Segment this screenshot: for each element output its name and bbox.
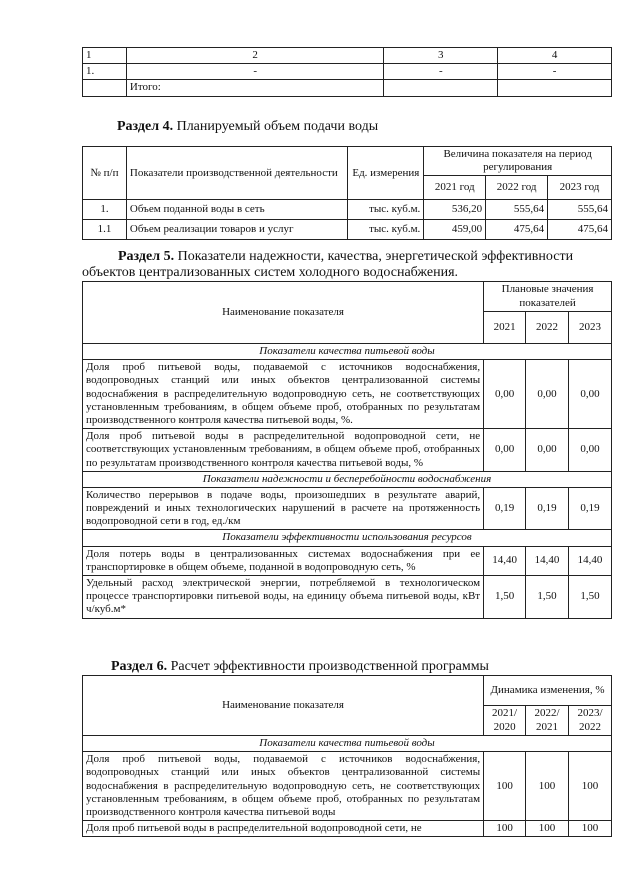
table-cell	[384, 80, 498, 96]
col-indicator-header: Показатели производственной деятельности	[126, 147, 347, 200]
table-row	[83, 576, 612, 619]
table-row	[83, 487, 612, 530]
section6-table	[82, 675, 612, 837]
row-name: Объем поданной воды в сеть	[126, 200, 347, 220]
col-value-header: Величина показателя на период регулирования	[424, 147, 612, 176]
period-header: 2023/ 2022	[569, 706, 612, 736]
indicator-value: 0,00	[484, 360, 526, 429]
row-value: 475,64	[486, 220, 548, 240]
indicator-text: Доля проб питьевой воды в распределительной водопроводной сети, не соответствующих установленным требованиям, в общем объеме проб, отобранных по результатам производственного контроля качества питьевой воды, %	[83, 429, 484, 472]
year-header: 2023 год	[548, 176, 612, 200]
section5-title: Показатели надежности, качества, энергетической эффективности объектов централизованных систем холодного водоснабжения.	[82, 249, 574, 280]
indicator-value: 100	[526, 752, 569, 821]
indicator-value: 100	[484, 821, 526, 837]
table-cell: 1.	[83, 64, 127, 80]
period-header: 2022/ 2021	[526, 706, 569, 736]
table-row	[83, 282, 612, 312]
col-num-header: № п/п	[83, 147, 127, 200]
row-value: 475,64	[548, 220, 612, 240]
col-plan-header: Плановые значения показателей	[484, 282, 612, 312]
indicator-text: Доля проб питьевой воды, подаваемой с источников водоснабжения, водопроводных станций или иных объектов централизованной системы водоснабжения в распределительную водопроводную сеть, не соответствующих установленным требованиям, в общем объеме проб, отобранных по результатам производственного контроля качества питьевой воды, %.	[83, 360, 484, 429]
section4-table	[82, 146, 612, 240]
indicator-value: 100	[484, 752, 526, 821]
year-header: 2022 год	[486, 176, 548, 200]
header-cell: 2	[126, 48, 384, 64]
indicator-value: 0,00	[569, 360, 612, 429]
indicator-value: 100	[569, 752, 612, 821]
group-header: Показатели качества питьевой воды	[83, 344, 612, 360]
table-row	[83, 220, 612, 240]
indicator-value: 1,50	[569, 576, 612, 619]
year-header: 2023	[569, 312, 612, 344]
row-value: 459,00	[424, 220, 486, 240]
row-value: 555,64	[548, 200, 612, 220]
table-row	[83, 48, 612, 64]
section4-label: Раздел 4.	[117, 119, 174, 134]
col-name-header: Наименование показателя	[83, 676, 484, 736]
group-header: Показатели эффективности использования ресурсов	[83, 530, 612, 546]
indicator-value: 0,19	[569, 487, 612, 530]
section6-label: Раздел 6.	[111, 659, 168, 674]
section5-table	[82, 281, 612, 619]
table-row	[83, 821, 612, 837]
group-header: Показатели надежности и бесперебойности водоснабжения	[83, 471, 612, 487]
header-cell: 1	[83, 48, 127, 64]
row-value: 555,64	[486, 200, 548, 220]
section6-heading	[111, 659, 489, 675]
section5-label: Раздел 5.	[118, 249, 175, 264]
table-row	[83, 360, 612, 429]
table-row	[83, 736, 612, 752]
table-row	[83, 429, 612, 472]
section4-title: Планируемый объем подачи воды	[176, 119, 379, 134]
indicator-text: Доля потерь воды в централизованных системах водоснабжения при ее транспортировке в общем объеме, поданной в водопроводную сеть, %	[83, 546, 484, 575]
table-cell: -	[126, 64, 384, 80]
row-num: 1.1	[83, 220, 127, 240]
indicator-value: 100	[569, 821, 612, 837]
indicator-value: 14,40	[569, 546, 612, 575]
row-name: Объем реализации товаров и услуг	[126, 220, 347, 240]
indicator-value: 100	[526, 821, 569, 837]
indicator-text: Удельный расход электрической энергии, потребляемой в технологическом процессе транспортировки питьевой воды, на единицу объема питьевой воды, кВт ч/куб.м*	[83, 576, 484, 619]
row-value: 536,20	[424, 200, 486, 220]
indicator-value: 0,00	[526, 360, 569, 429]
table-row	[83, 64, 612, 80]
col-name-header: Наименование показателя	[83, 282, 484, 344]
row-unit: тыс. куб.м.	[348, 200, 424, 220]
table-row	[83, 752, 612, 821]
table-row	[83, 80, 612, 96]
table-row	[83, 546, 612, 575]
indicator-value: 14,40	[526, 546, 569, 575]
period-header: 2021/ 2020	[484, 706, 526, 736]
table-row	[83, 471, 612, 487]
row-unit: тыс. куб.м.	[348, 220, 424, 240]
table-cell: -	[498, 64, 612, 80]
section5-heading	[82, 249, 612, 281]
table-row	[83, 530, 612, 546]
year-header: 2021	[484, 312, 526, 344]
section4-heading	[117, 119, 378, 135]
row-num: 1.	[83, 200, 127, 220]
table-cell	[83, 80, 127, 96]
indicator-value: 1,50	[526, 576, 569, 619]
indicator-value: 1,50	[484, 576, 526, 619]
indicator-text: Доля проб питьевой воды, подаваемой с источников водоснабжения, водопроводных станций или иных объектов централизованной системы водоснабжения в распределительную водопроводную сеть, не соответствующих установленным требованиям, в общем объеме проб, отобранных по результатам производственного контроля качества питьевой воды	[83, 752, 484, 821]
table-cell: -	[384, 64, 498, 80]
indicator-text: Доля проб питьевой воды в распределительной водопроводной сети, не	[83, 821, 484, 837]
indicator-value: 0,00	[526, 429, 569, 472]
indicator-value: 0,00	[484, 429, 526, 472]
indicator-value: 0,19	[484, 487, 526, 530]
col-unit-header: Ед. измерения	[348, 147, 424, 200]
year-header: 2022	[526, 312, 569, 344]
table-row	[83, 676, 612, 706]
header-cell: 4	[498, 48, 612, 64]
group-header: Показатели качества питьевой воды	[83, 736, 612, 752]
total-label: Итого:	[126, 80, 384, 96]
table-row	[83, 200, 612, 220]
indicator-text: Количество перерывов в подаче воды, произошедших в результате аварий, повреждений и иных технологических нарушений в расчете на протяженность водопроводной сети в год, ед./км	[83, 487, 484, 530]
table-cell	[498, 80, 612, 96]
table-row	[83, 147, 612, 176]
section6-title: Расчет эффективности производственной программы	[170, 659, 489, 674]
header-cell: 3	[384, 48, 498, 64]
indicator-value: 0,00	[569, 429, 612, 472]
indicator-value: 14,40	[484, 546, 526, 575]
top-table	[82, 47, 612, 97]
indicator-value: 0,19	[526, 487, 569, 530]
table-row	[83, 344, 612, 360]
col-dyn-header: Динамика изменения, %	[484, 676, 612, 706]
year-header: 2021 год	[424, 176, 486, 200]
